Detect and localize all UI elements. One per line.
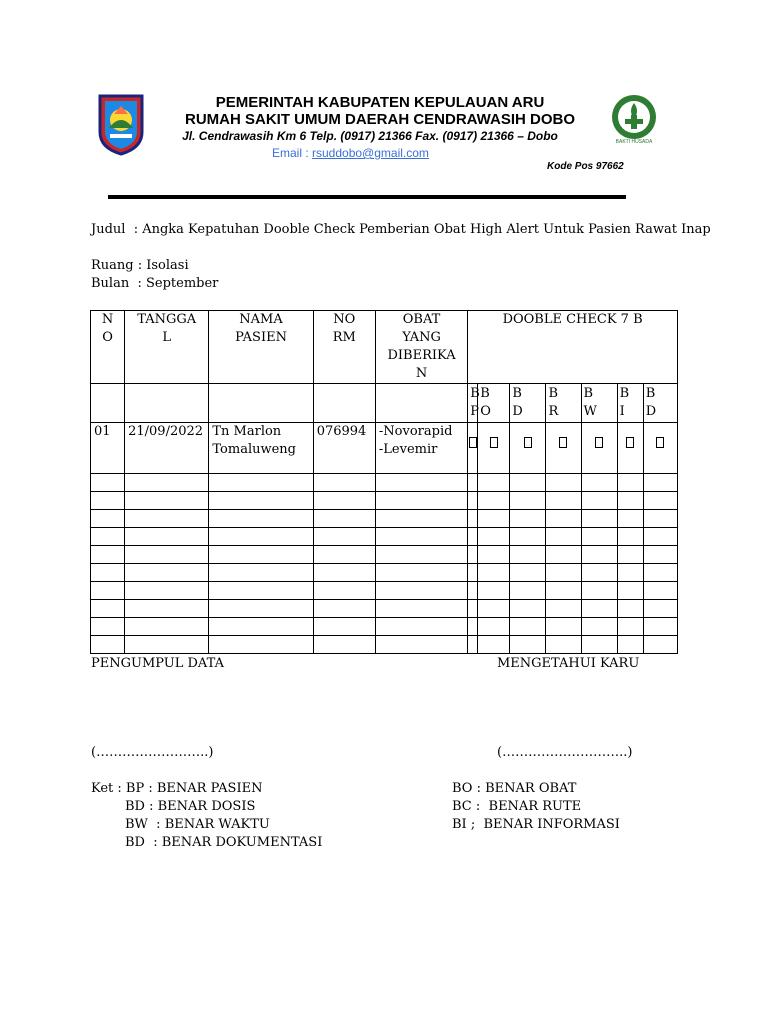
header-drug-given: OBAT YANG DIBERIKA N [375, 311, 467, 384]
collector-label: PENGUMPUL DATA [91, 656, 224, 671]
header-no: N O [91, 311, 125, 384]
table-row [91, 492, 678, 510]
email-link[interactable]: rsuddobo@gmail.com [312, 146, 429, 160]
table-row [91, 618, 678, 636]
checkbox-br[interactable] [546, 423, 581, 474]
bakti-husada-text: BAKTI HUSADA [615, 139, 653, 145]
table-row [91, 474, 678, 492]
table-row [91, 423, 678, 474]
checkbox-bp[interactable] [468, 423, 478, 474]
subheader-bo: B O [478, 384, 510, 423]
subheader-bd: B D [510, 384, 546, 423]
document-title: Judul : Angka Kepatuhan Dooble Check Pemberian Obat High Alert Untuk Pasien Rawat Inap [91, 222, 711, 237]
header-patient-name: NAMA PASIEN [209, 311, 313, 384]
header-postal-code: Kode Pos 97662 [547, 161, 624, 172]
legend-bd: BD : BENAR DOSIS [125, 799, 256, 814]
regency-emblem-logo [96, 92, 146, 156]
checkbox-bi[interactable] [617, 423, 643, 474]
checkbox-bd[interactable] [510, 423, 546, 474]
table-row [91, 564, 678, 582]
subheader-bp: B P [468, 384, 478, 423]
approver-signature-blank: (………………………..) [497, 745, 633, 760]
subheader-br: B R [546, 384, 581, 423]
approver-label: MENGETAHUI KARU [497, 656, 640, 671]
legend-bi: BI ; BENAR INFORMASI [452, 817, 620, 832]
header-divider [108, 195, 626, 199]
subheader-bd-doc: B D [643, 384, 677, 423]
table-header-row [91, 311, 678, 384]
room-field: Ruang : Isolasi [91, 258, 189, 273]
legend-bc: BC : BENAR RUTE [452, 799, 582, 814]
header-medical-record: NO RM [313, 311, 375, 384]
table-row [91, 636, 678, 654]
header-hospital-name: RUMAH SAKIT UMUM DAERAH CENDRAWASIH DOBO [185, 111, 575, 128]
header-double-check: DOOBLE CHECK 7 B [468, 311, 678, 384]
header-date: TANGGA L [125, 311, 209, 384]
legend-bo: BO : BENAR OBAT [452, 781, 577, 796]
checkbox-bd-doc[interactable] [643, 423, 677, 474]
table-row [91, 582, 678, 600]
collector-signature-blank: (……………………..) [91, 745, 214, 760]
header-government-name: PEMERINTAH KABUPATEN KEPULAUAN ARU [215, 94, 545, 111]
checkbox-bo[interactable] [478, 423, 510, 474]
legend-bp: Ket : BP : BENAR PASIEN [91, 781, 263, 796]
cell-patient-name: Tn Marlon Tomaluweng [209, 423, 313, 474]
bakti-husada-logo [610, 93, 658, 145]
legend-bw: BW : BENAR WAKTU [125, 817, 270, 832]
header-email-line [272, 146, 429, 160]
table-row [91, 546, 678, 564]
table-row [91, 510, 678, 528]
subheader-bi: B I [617, 384, 643, 423]
table-row [91, 528, 678, 546]
table-row [91, 600, 678, 618]
table-subheader-row [91, 384, 678, 423]
email-label: Email : [272, 146, 313, 160]
cell-date: 21/09/2022 [125, 423, 209, 474]
checkbox-bw[interactable] [581, 423, 617, 474]
subheader-bw: B W [581, 384, 617, 423]
cell-no: 01 [91, 423, 125, 474]
cell-medical-record: 076994 [313, 423, 375, 474]
legend-bdoc: BD : BENAR DOKUMENTASI [125, 835, 323, 850]
cell-drugs: -Novorapid -Levemir [375, 423, 467, 474]
month-field: Bulan : September [91, 276, 219, 291]
header-address: Jl. Cendrawasih Km 6 Telp. (0917) 21366 Fax. (0917) 21366 – Dobo [182, 129, 558, 143]
double-check-table [90, 310, 678, 654]
